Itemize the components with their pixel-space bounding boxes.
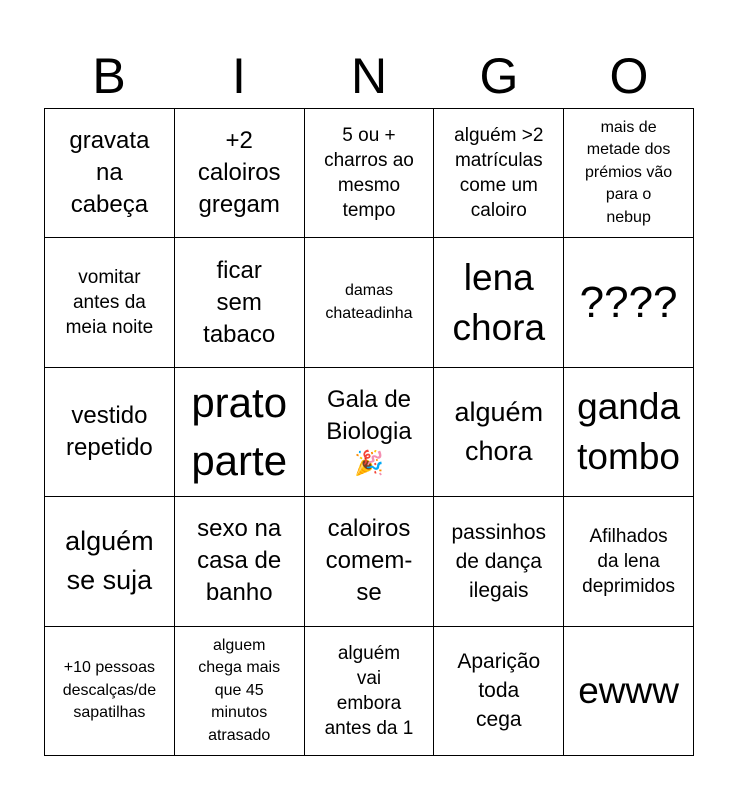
cell-label: caloiros comem- se (325, 515, 413, 607)
cell-label: ficar sem tabaco (203, 256, 276, 348)
bingo-cell-r2c4[interactable] (434, 238, 564, 367)
cell-label: alguem chega mais que 45 minutos atrasado (198, 636, 281, 744)
cell-label: 5 ou + charros ao mesmo tempo (324, 125, 414, 222)
cell-label: alguém chora (454, 396, 544, 466)
bingo-cell-r1c5[interactable] (564, 109, 694, 238)
bingo-cell-r3c3[interactable] (305, 368, 435, 497)
bingo-cell-r5c1[interactable] (45, 627, 175, 756)
cell-label: ???? (579, 277, 678, 327)
header-letter-o: O (609, 48, 649, 104)
cell-label: damas chateadinha (325, 282, 413, 322)
bingo-cell-r3c5[interactable] (564, 368, 694, 497)
bingo-cell-r4c1[interactable] (45, 497, 175, 626)
bingo-cell-r2c5[interactable] (564, 238, 694, 367)
bingo-cell-r5c2[interactable] (175, 627, 305, 756)
cell-label: vomitar antes da meia noite (65, 267, 154, 339)
cell-label: ewww (578, 669, 679, 711)
bingo-cell-r1c4[interactable] (434, 109, 564, 238)
bingo-cell-r2c3[interactable] (305, 238, 435, 367)
bingo-cell-r3c2[interactable] (175, 368, 305, 497)
cell-label: alguém vai embora antes da 1 (324, 642, 414, 739)
cell-label: alguém >2 matrículas come um caloiro (454, 125, 544, 222)
bingo-cell-r5c5[interactable] (564, 627, 694, 756)
bingo-cell-r1c2[interactable] (175, 109, 305, 238)
bingo-cell-r4c3[interactable] (305, 497, 435, 626)
bingo-cell-r1c1[interactable] (45, 109, 175, 238)
bingo-cell-r3c1[interactable] (45, 368, 175, 497)
cell-label: Aparição toda cega (457, 650, 541, 732)
cell-label: +10 pessoas descalças/de sapatilhas (62, 659, 157, 722)
cell-label: passinhos de dança ilegais (451, 520, 547, 602)
bingo-card-grid (44, 108, 694, 756)
cell-label: Gala de Biologia 🎉 (326, 385, 412, 477)
bingo-cell-r1c3[interactable] (305, 109, 435, 238)
cell-label: vestido repetido (66, 401, 153, 461)
cell-label: +2 caloiros gregam (197, 127, 281, 219)
cell-label: prato parte (191, 378, 288, 484)
bingo-cell-r4c5[interactable] (564, 497, 694, 626)
cell-label: ganda tombo (577, 385, 681, 477)
cell-label: alguém se suja (65, 526, 154, 596)
bingo-header (44, 44, 694, 108)
bingo-cell-r4c2[interactable] (175, 497, 305, 626)
header-letter-i: I (232, 48, 246, 104)
bingo-cell-r5c3[interactable] (305, 627, 435, 756)
bingo-cell-r2c2[interactable] (175, 238, 305, 367)
bingo-cell-r4c4[interactable] (434, 497, 564, 626)
header-letter-g: G (479, 48, 519, 104)
bingo-cell-r3c4[interactable] (434, 368, 564, 497)
header-letter-b: B (92, 48, 126, 104)
cell-label: Afilhados da lena deprimidos (582, 525, 676, 597)
bingo-cell-r5c4[interactable] (434, 627, 564, 756)
cell-label: sexo na casa de banho (197, 515, 282, 607)
cell-label: gravata na cabeça (69, 127, 150, 219)
cell-label: mais de metade dos prémios vão para o nebup (585, 118, 673, 226)
cell-label: lena chora (452, 256, 546, 348)
bingo-cell-r2c1[interactable] (45, 238, 175, 367)
header-letter-n: N (350, 48, 388, 104)
